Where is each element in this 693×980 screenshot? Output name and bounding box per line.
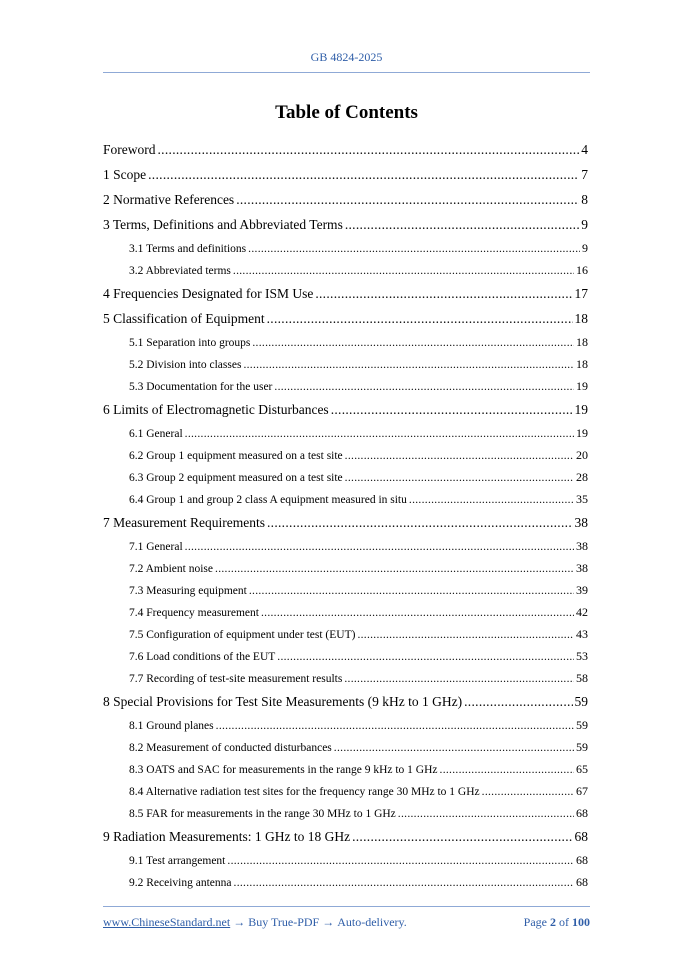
toc-leader-dots <box>236 187 579 212</box>
toc-leader-dots <box>248 238 580 259</box>
toc-entry-page: 28 <box>576 470 588 484</box>
toc-entry-page: 19 <box>574 402 588 417</box>
toc-section-entry[interactable] <box>103 488 588 510</box>
toc-section-entry[interactable] <box>103 667 588 689</box>
toc-section-entry[interactable] <box>103 802 588 824</box>
toc-leader-dots <box>185 423 574 444</box>
toc-section-entry[interactable] <box>103 422 588 444</box>
toc-entry-page: 68 <box>576 875 588 889</box>
toc-leader-dots <box>345 467 574 488</box>
toc-section-entry[interactable] <box>103 714 588 736</box>
toc-leader-dots <box>227 850 574 871</box>
toc-entry-page: 39 <box>576 583 588 597</box>
toc-entry-page: 38 <box>574 515 588 530</box>
website-link[interactable]: www.ChineseStandard.net <box>103 915 231 929</box>
toc-leader-dots <box>185 536 574 557</box>
toc-entry-page: 4 <box>581 142 588 157</box>
toc-leader-dots <box>261 602 574 623</box>
toc-entry-page: 17 <box>574 286 588 301</box>
toc-leader-dots <box>331 397 573 422</box>
toc-entry-page: 9 <box>581 217 588 232</box>
toc-entry-page: 35 <box>576 492 588 506</box>
toc-section-entry[interactable] <box>103 444 588 466</box>
toc-entry-page: 20 <box>576 448 588 462</box>
toc-section-entry[interactable] <box>103 736 588 758</box>
toc-section-entry[interactable] <box>103 780 588 802</box>
toc-section-entry[interactable] <box>103 237 588 259</box>
toc-entry-page: 68 <box>576 806 588 820</box>
page-indicator <box>524 915 590 930</box>
toc-section-entry[interactable] <box>103 353 588 375</box>
toc-entry-label: 8.4 Alternative radiation test sites for the frequency range 30 MHz to 1 GHz <box>129 786 480 798</box>
toc-entry-label: 7.5 Configuration of equipment under test (EUT) <box>129 629 356 641</box>
toc-entry-label: 5.1 Separation into groups <box>129 337 251 349</box>
toc-entry-page: 38 <box>576 561 588 575</box>
toc-entry-page: 16 <box>576 263 588 277</box>
toc-entry-page: 8 <box>581 192 588 207</box>
toc-section-entry[interactable] <box>103 259 588 281</box>
toc-entry-page: 59 <box>574 694 588 709</box>
toc-entry-page: 59 <box>576 740 588 754</box>
toc-entry-label: Foreword <box>103 142 156 157</box>
toc-entry-page: 59 <box>576 718 588 732</box>
toc-leader-dots <box>357 624 574 645</box>
toc-chapter-entry[interactable] <box>103 689 588 714</box>
toc-entry-label: 3.1 Terms and definitions <box>129 243 247 255</box>
toc-leader-dots <box>345 445 574 466</box>
arrow-right-icon: → <box>233 915 246 929</box>
toc-section-entry[interactable] <box>103 466 588 488</box>
toc-leader-dots <box>216 715 574 736</box>
toc-leader-dots <box>398 803 574 824</box>
toc-leader-dots <box>482 781 574 802</box>
toc-leader-dots <box>315 281 572 306</box>
toc-chapter-entry[interactable] <box>103 306 588 331</box>
toc-leader-dots <box>334 737 574 758</box>
toc-section-entry[interactable] <box>103 623 588 645</box>
toc-chapter-entry[interactable] <box>103 397 588 422</box>
page-footer <box>103 915 590 930</box>
toc-entry-label: 8 Special Provisions for Test Site Measurements (9 kHz to 1 GHz) <box>103 694 463 709</box>
toc-section-entry[interactable] <box>103 331 588 353</box>
toc-leader-dots <box>352 824 572 849</box>
toc-entry-label: 6.3 Group 2 equipment measured on a test site <box>129 472 343 484</box>
toc-section-entry[interactable] <box>103 579 588 601</box>
toc-entry-label: 2 Normative References <box>103 192 235 207</box>
toc-section-entry[interactable] <box>103 758 588 780</box>
toc-leader-dots <box>464 689 572 714</box>
toc-leader-dots <box>243 354 574 375</box>
toc-entry-label: 7.3 Measuring equipment <box>129 585 247 597</box>
toc-entry-page: 68 <box>574 829 588 844</box>
toc-chapter-entry[interactable] <box>103 510 588 535</box>
page-current: 2 <box>550 915 556 929</box>
toc-entry-page: 53 <box>576 649 588 663</box>
toc-entry-label: 3 Terms, Definitions and Abbreviated Terms <box>103 217 343 232</box>
table-of-contents <box>103 137 588 893</box>
header-divider <box>103 72 590 73</box>
toc-leader-dots <box>409 489 574 510</box>
page-label: Page <box>523 915 547 929</box>
toc-chapter-entry[interactable] <box>103 187 588 212</box>
toc-entry-page: 19 <box>576 426 588 440</box>
toc-entry-page: 19 <box>576 379 588 393</box>
toc-entry-page: 68 <box>576 853 588 867</box>
toc-entry-label: 7.2 Ambient noise <box>129 563 214 575</box>
toc-chapter-entry[interactable] <box>103 137 588 162</box>
toc-entry-label: 7 Measurement Requirements <box>103 515 265 530</box>
page-of-label: of <box>559 915 569 929</box>
toc-chapter-entry[interactable] <box>103 824 588 849</box>
toc-section-entry[interactable] <box>103 535 588 557</box>
toc-entry-page: 9 <box>582 241 588 255</box>
toc-entry-label: 4 Frequencies Designated for ISM Use <box>103 286 314 301</box>
toc-entry-label: 5.2 Division into classes <box>129 359 242 371</box>
toc-entry-page: 18 <box>576 357 588 371</box>
toc-entry-page: 38 <box>576 539 588 553</box>
toc-entry-label: 6.1 General <box>129 428 183 440</box>
page-header: GB 4824-2025 <box>310 50 383 64</box>
toc-entry-page: 18 <box>576 335 588 349</box>
toc-leader-dots <box>158 137 580 162</box>
toc-entry-page: 58 <box>576 671 588 685</box>
toc-section-entry[interactable] <box>103 601 588 623</box>
toc-leader-dots <box>440 759 574 780</box>
toc-chapter-entry[interactable] <box>103 281 588 306</box>
toc-entry-label: 6 Limits of Electromagnetic Disturbances <box>103 402 329 417</box>
toc-chapter-entry[interactable] <box>103 162 588 187</box>
toc-leader-dots <box>249 580 574 601</box>
toc-entry-label: 6.4 Group 1 and group 2 class A equipment measured in situ <box>129 494 407 506</box>
auto-delivery-text: Auto-delivery. <box>337 915 407 929</box>
toc-entry-label: 6.2 Group 1 equipment measured on a test site <box>129 450 343 462</box>
toc-leader-dots <box>274 376 574 397</box>
toc-entry-page: 18 <box>574 311 588 326</box>
toc-entry-page: 65 <box>576 762 588 776</box>
toc-leader-dots <box>344 668 574 689</box>
toc-entry-label: 9.1 Test arrangement <box>129 855 226 867</box>
buy-pdf-link[interactable]: Buy True-PDF <box>248 915 320 929</box>
toc-entry-label: 8.5 FAR for measurements in the range 30 MHz to 1 GHz <box>129 808 396 820</box>
toc-entry-label: 8.3 OATS and SAC for measurements in the range 9 kHz to 1 GHz <box>129 764 438 776</box>
toc-leader-dots <box>233 260 574 281</box>
toc-leader-dots <box>267 306 573 331</box>
toc-leader-dots <box>252 332 574 353</box>
toc-entry-label: 8.2 Measurement of conducted disturbances <box>129 742 332 754</box>
toc-entry-label: 8.1 Ground planes <box>129 720 214 732</box>
toc-entry-label: 9.2 Receiving antenna <box>129 877 232 889</box>
toc-entry-label: 5.3 Documentation for the user <box>129 381 273 393</box>
toc-leader-dots <box>277 646 574 667</box>
toc-section-entry[interactable] <box>103 375 588 397</box>
arrow-right-icon: → <box>322 915 335 929</box>
toc-entry-page: 43 <box>576 627 588 641</box>
toc-section-entry[interactable] <box>103 849 588 871</box>
toc-section-entry[interactable] <box>103 645 588 667</box>
toc-entry-label: 7.6 Load conditions of the EUT <box>129 651 276 663</box>
toc-entry-label: 1 Scope <box>103 167 147 182</box>
toc-chapter-entry[interactable] <box>103 212 588 237</box>
toc-entry-page: 7 <box>581 167 588 182</box>
toc-entry-label: 9 Radiation Measurements: 1 GHz to 18 GHz <box>103 829 351 844</box>
footer-links <box>103 915 407 930</box>
toc-leader-dots <box>234 872 574 893</box>
toc-section-entry[interactable] <box>103 557 588 579</box>
page-total: 100 <box>572 915 590 929</box>
toc-entry-label: 7.4 Frequency measurement <box>129 607 259 619</box>
page-title: Table of Contents <box>275 102 418 123</box>
footer-divider <box>103 906 590 907</box>
toc-section-entry[interactable] <box>103 871 588 893</box>
toc-leader-dots <box>148 162 579 187</box>
toc-entry-label: 7.1 General <box>129 541 183 553</box>
toc-leader-dots <box>267 510 573 535</box>
toc-entry-page: 67 <box>576 784 588 798</box>
toc-entry-label: 5 Classification of Equipment <box>103 311 265 326</box>
toc-leader-dots <box>215 558 574 579</box>
toc-entry-label: 3.2 Abbreviated terms <box>129 265 231 277</box>
toc-entry-page: 42 <box>576 605 588 619</box>
toc-entry-label: 7.7 Recording of test-site measurement results <box>129 673 343 685</box>
toc-leader-dots <box>345 212 579 237</box>
